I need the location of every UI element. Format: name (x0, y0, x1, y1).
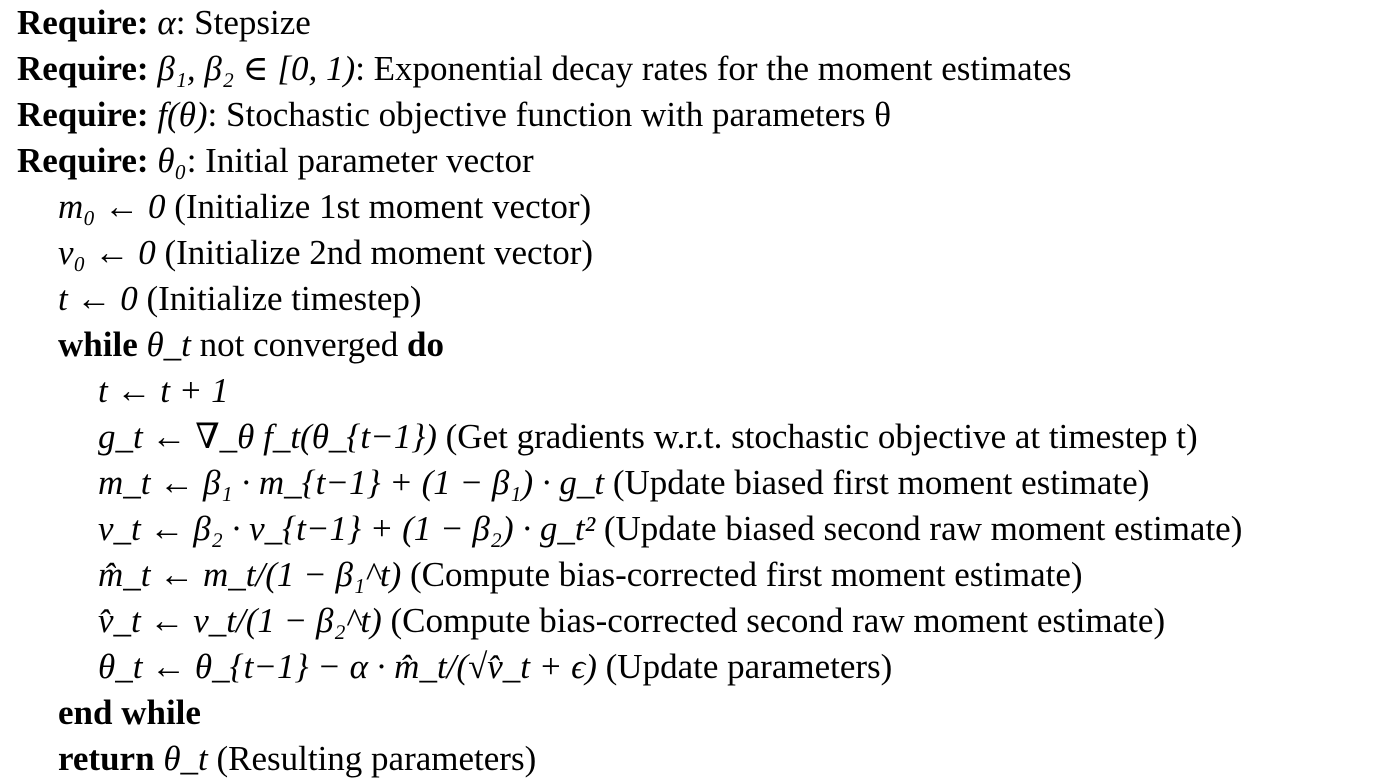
algorithm-line (17, 138, 1392, 184)
line-text: : Initial parameter vector (186, 141, 534, 180)
algorithm-line (17, 0, 1392, 46)
line-text: (Initialize 2nd moment vector) (164, 233, 594, 272)
line-text: not converged (199, 325, 399, 364)
line-text: : Exponential decay rates for the moment estimates (355, 49, 1072, 88)
algorithm-line (17, 92, 1392, 138)
line-text: : Stochastic objective function with parameters θ (207, 95, 892, 134)
math-expression: v₀ ← 0 (58, 233, 156, 272)
math-expression: θ_t (163, 739, 208, 778)
algorithm-line (17, 368, 1392, 414)
while-keyword: while (58, 325, 138, 364)
math-expression: α (157, 3, 176, 42)
end-while-keyword: end while (58, 693, 201, 732)
algorithm-line (17, 690, 1392, 736)
line-text: (Compute bias-corrected second raw moment estimate) (390, 601, 1166, 640)
algorithm-line (17, 598, 1392, 644)
algorithm-line (17, 184, 1392, 230)
line-text: (Initialize 1st moment vector) (174, 187, 592, 226)
math-expression: θ_t (146, 325, 191, 364)
math-expression: m̂_t ← m_t/(1 − β₁^t) (98, 555, 402, 594)
algorithm-line (17, 644, 1392, 690)
math-expression: v_t ← β₂ · v_{t−1} + (1 − β₂) · g_t² (98, 509, 596, 548)
line-text: (Update parameters) (605, 647, 893, 686)
require-keyword: Require: (17, 141, 149, 180)
algorithm-line (17, 46, 1392, 92)
algorithm-line (17, 322, 1392, 368)
algorithm-line (17, 276, 1392, 322)
algorithm-line (17, 230, 1392, 276)
require-keyword: Require: (17, 3, 149, 42)
math-expression: θ₀ (157, 141, 187, 180)
line-text: (Update biased first moment estimate) (612, 463, 1150, 502)
line-text: (Update biased second raw moment estimate) (603, 509, 1243, 548)
return-keyword: return (58, 739, 155, 778)
algorithm-block (17, 0, 1392, 782)
math-expression: t ← 0 (58, 279, 138, 318)
line-text: (Initialize timestep) (146, 279, 422, 318)
algorithm-line (17, 414, 1392, 460)
math-expression: f(θ) (157, 95, 208, 134)
math-expression: θ_t ← θ_{t−1} − α · m̂_t/(√v̂_t + ϵ) (98, 647, 597, 686)
line-text: (Get gradients w.r.t. stochastic objective at timestep t) (445, 417, 1198, 456)
require-keyword: Require: (17, 95, 149, 134)
line-text: (Compute bias-corrected first moment estimate) (410, 555, 1083, 594)
math-expression: t ← t + 1 (98, 371, 229, 410)
require-keyword: Require: (17, 49, 149, 88)
line-text: : Stepsize (175, 3, 311, 42)
do-keyword: do (407, 325, 444, 364)
math-expression: m_t ← β₁ · m_{t−1} + (1 − β₁) · g_t (98, 463, 605, 502)
line-text: (Resulting parameters) (216, 739, 537, 778)
math-expression: β₁, β₂ ∈ [0, 1) (157, 49, 356, 88)
math-expression: g_t ← ∇_θ f_t(θ_{t−1}) (98, 417, 437, 456)
algorithm-line (17, 506, 1392, 552)
math-expression: m₀ ← 0 (58, 187, 166, 226)
algorithm-line (17, 736, 1392, 782)
math-expression: v̂_t ← v_t/(1 − β₂^t) (98, 601, 382, 640)
algorithm-line (17, 460, 1392, 506)
algorithm-line (17, 552, 1392, 598)
